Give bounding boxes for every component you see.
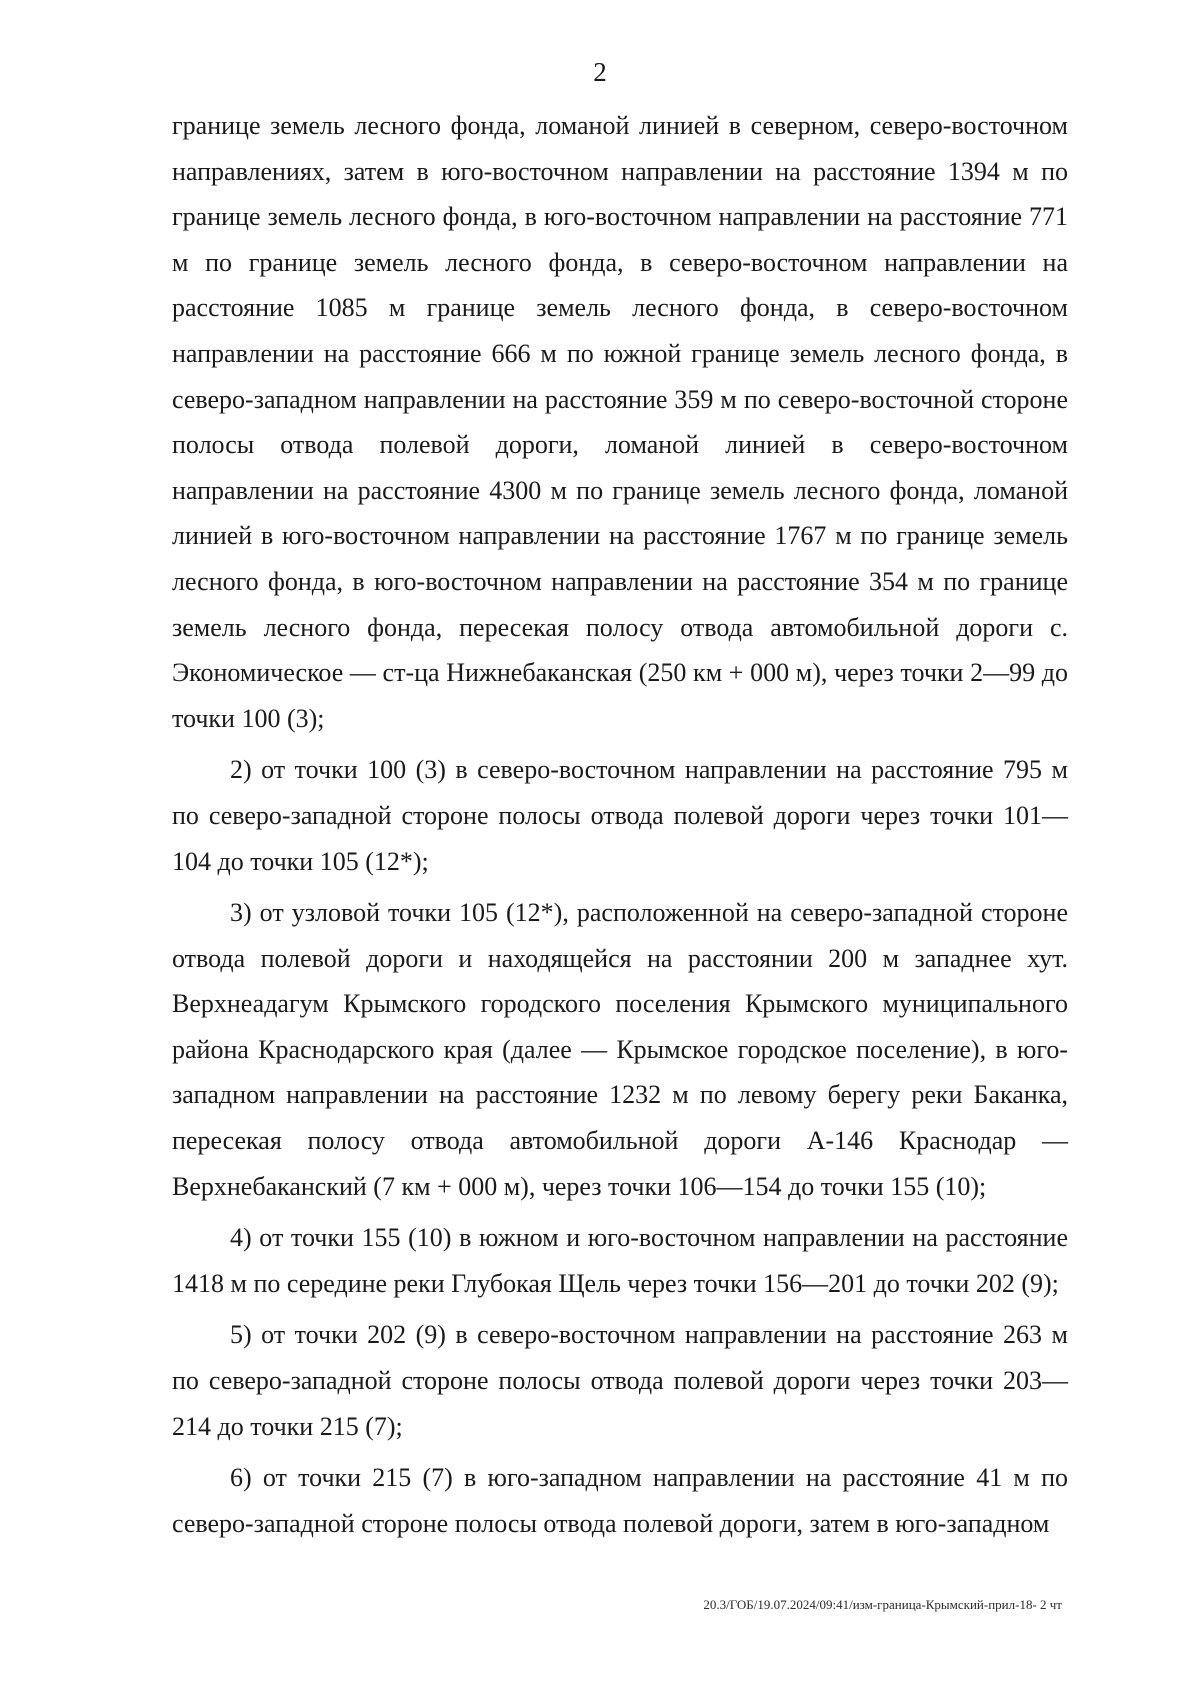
paragraph-4: 4) от точки 155 (10) в южном и юго-восточном направлении на расстояние 1418 м по середине реки Глубокая Щель через точки 156—201 до точки 202 (9); <box>172 1223 1068 1298</box>
paragraph-1-continuation: границе земель лесного фонда, ломаной линией в северном, северо-восточном направлениях, затем в юго-восточном направлении на расстояние 1394 м по границе земель лесного фонда, в юго-восточном направлении на расстояние 771 м по границе земель лесного фонда, в северо-восточном направлении на расстояние 1085 м границе земель лесного фонда, в северо-восточном направлении на расстояние 666 м по южной границе земель лесного фонда, в северо-западном направлении на расстояние 359 м по северо-восточной стороне полосы отвода полевой дороги, ломаной линией в северо-восточном направлении на расстояние 4300 м по границе земель лесного фонда, ломаной линией в юго-восточном направлении на расстояние 1767 м по границе земель лесного фонда, в юго-восточном направлении на расстояние 354 м по границе земель лесного фонда, пересекая полосу отвода автомобильной дороги с. Экономическое — ст-ца Нижнебаканская (250 км + 000 м), через точки 2—99 до точки 100 (3); <box>172 111 1068 733</box>
paragraph-2: 2) от точки 100 (3) в северо-восточном направлении на расстояние 795 м по северо-западной стороне полосы отвода полевой дороги через точки 101—104 до точки 105 (12*); <box>172 755 1068 876</box>
paragraph-6: 6) от точки 215 (7) в юго-западном направлении на расстояние 41 м по северо-западной стороне полосы отвода полевой дороги, затем в юго-западном <box>172 1463 1068 1538</box>
document-body <box>172 103 1068 1546</box>
page-number: 2 <box>593 57 607 87</box>
footer-reference: 20.3/ГОБ/19.07.2024/09:41/изм-граница-Крымский-прил-18- 2 чт <box>703 1597 1062 1612</box>
paragraph-5: 5) от точки 202 (9) в северо-восточном направлении на расстояние 263 м по северо-западной стороне полосы отвода полевой дороги через точки 203—214 до точки 215 (7); <box>172 1320 1068 1441</box>
paragraph-3: 3) от узловой точки 105 (12*), расположенной на северо-западной стороне отвода полевой дороги и находящейся на расстоянии 200 м западнее хут. Верхнеадагум Крымского городского поселения Крымского муниципального района Краснодарского края (далее — Крымское городское поселение), в юго-западном направлении на расстояние 1232 м по левому берегу реки Баканка, пересекая полосу отвода автомобильной дороги А-146 Краснодар — Верхнебаканский (7 км + 000 м), через точки 106—154 до точки 155 (10); <box>172 898 1068 1201</box>
